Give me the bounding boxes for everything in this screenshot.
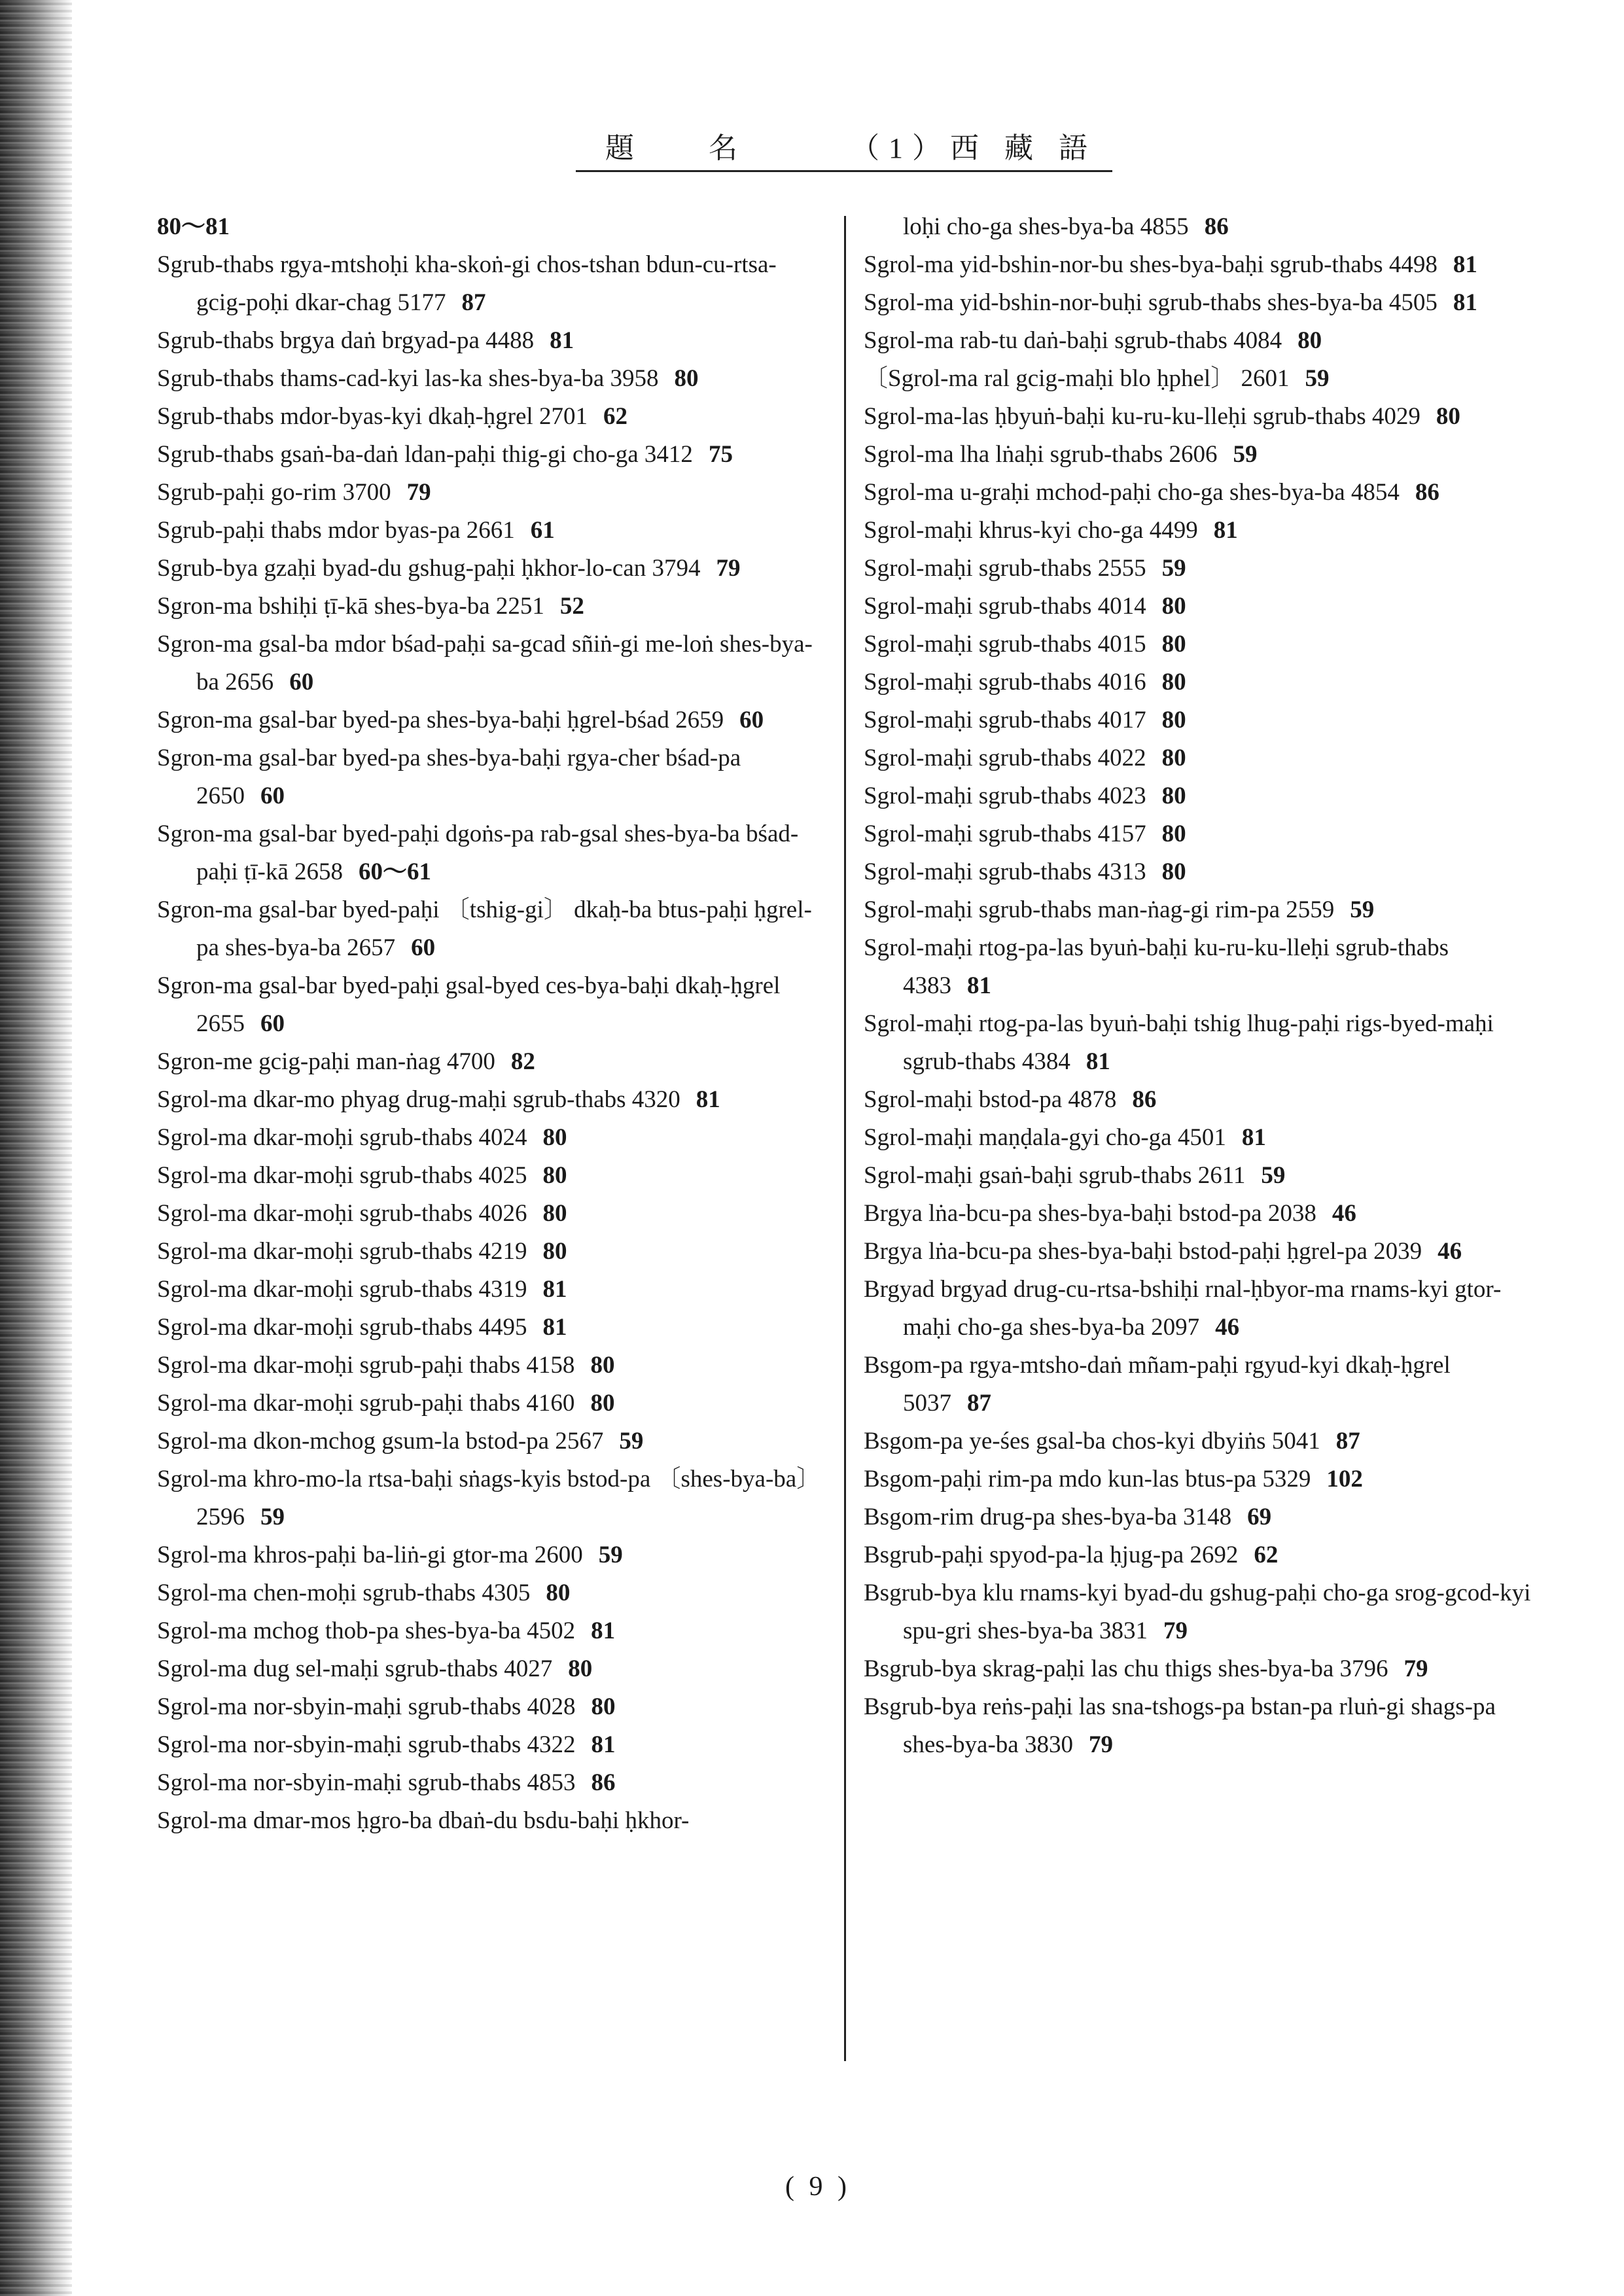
entry-title: Sgrol-maḥi sgrub-thabs 4015 <box>864 631 1146 658</box>
index-entry <box>864 1119 1531 1157</box>
index-entry <box>157 967 824 1043</box>
book-spine-shadow <box>0 0 72 2296</box>
entry-page-ref: 59 <box>1261 1162 1286 1189</box>
entry-title: Sgrol-ma dkar-moḥi sgrub-thabs 4319 <box>157 1276 527 1303</box>
entry-page-ref: 80 <box>590 1352 615 1379</box>
entry-page-ref: 80 <box>674 365 699 392</box>
entry-title: Sgrol-maḥi sgrub-thabs 4022 <box>864 745 1146 771</box>
entry-page-ref: 69 <box>1247 1504 1272 1530</box>
index-entry <box>157 512 824 550</box>
entry-title: Sgron-ma gsal-bar byed-pa shes-bya-baḥi ḥgrel-bśad 2659 <box>157 707 724 733</box>
entry-page-ref: 80 <box>590 1390 615 1417</box>
entry-title: Sgrol-ma dkar-moḥi sgrub-thabs 4025 <box>157 1162 527 1189</box>
index-entry <box>157 360 824 398</box>
index-entry <box>864 1574 1531 1650</box>
index-entry <box>157 208 824 246</box>
entry-title: Brgya lṅa-bcu-pa shes-bya-baḥi bstod-paḥi ḥgrel-pa 2039 <box>864 1238 1422 1265</box>
entry-title: Sgrol-ma dkar-moḥi sgrub-thabs 4219 <box>157 1238 527 1265</box>
index-entry <box>864 853 1531 891</box>
entry-title: Sgrol-maḥi sgrub-thabs 4017 <box>864 707 1146 733</box>
right-column <box>864 208 1531 1764</box>
entry-page-ref: 46 <box>1332 1200 1356 1227</box>
index-entry <box>864 322 1531 360</box>
entry-title: Sgrol-ma dkar-moḥi sgrub-paḥi thabs 4158 <box>157 1352 575 1379</box>
entry-page-ref: 60 <box>260 783 285 809</box>
index-entry <box>864 777 1531 815</box>
index-entry <box>864 1233 1531 1271</box>
entry-page-ref: 59 <box>260 1504 285 1530</box>
entry-page-ref: 79 <box>1403 1655 1428 1682</box>
index-entry <box>864 891 1531 929</box>
entry-title: Sgron-ma gsal-bar byed-paḥi 〔tshig-gi〕 dkaḥ-ba btus-paḥi ḥgrel-pa shes-bya-ba 2657 <box>157 896 812 961</box>
entry-title: loḥi cho-ga shes-bya-ba 4855 <box>903 213 1189 240</box>
entry-page-ref: 87 <box>1335 1428 1360 1455</box>
index-entry <box>864 1005 1531 1081</box>
entry-page-ref: 79 <box>716 555 741 582</box>
index-entry <box>157 815 824 891</box>
index-entry <box>157 1460 824 1536</box>
entry-page-ref: 80 <box>1161 821 1186 847</box>
entry-title: Sgrol-ma rab-tu daṅ-baḥi sgrub-thabs 4084 <box>864 327 1282 354</box>
entry-page-ref: 80 <box>568 1655 593 1682</box>
entry-page-ref: 81 <box>1241 1124 1266 1151</box>
index-entry <box>157 246 824 322</box>
index-entry <box>157 739 824 815</box>
entry-page-ref: 61 <box>530 517 555 544</box>
entry-title: Sgron-ma gsal-bar byed-paḥi dgoṅs-pa rab-gsal shes-bya-ba bśad-paḥi ṭī-kā 2658 <box>157 821 799 885</box>
entry-title: Sgrol-ma khro-mo-la rtsa-baḥi sṅags-kyis bstod-pa 〔shes-bya-ba〕 2596 <box>157 1466 821 1530</box>
entry-page-ref: 80 <box>1161 745 1186 771</box>
index-entry <box>864 208 1531 246</box>
entry-title: Sgrub-paḥi go-rim 3700 <box>157 479 391 506</box>
entry-page-ref: 81 <box>591 1617 616 1644</box>
entry-page-ref: 81 <box>696 1086 720 1113</box>
entry-title: Sgrol-ma dkar-moḥi sgrub-thabs 4026 <box>157 1200 527 1227</box>
entry-page-ref: 46 <box>1438 1238 1462 1265</box>
index-entry <box>864 701 1531 739</box>
index-entry <box>157 436 824 474</box>
header-char-2: 名 <box>709 132 740 164</box>
index-entry <box>157 1688 824 1726</box>
index-entry <box>864 815 1531 853</box>
index-entry <box>864 398 1531 436</box>
index-entry <box>864 474 1531 512</box>
index-entry <box>157 1309 824 1347</box>
index-entry <box>864 1081 1531 1119</box>
entry-page-ref: 59 <box>598 1542 623 1568</box>
entry-title: Sgrol-maḥi sgrub-thabs man-ṅag-gi rim-pa 2559 <box>864 896 1335 923</box>
index-entry <box>157 1726 824 1764</box>
entry-page-ref: 80 <box>1436 403 1460 430</box>
entry-title: Sgron-ma bshiḥi ṭī-kā shes-bya-ba 2251 <box>157 593 544 620</box>
entry-page-ref: 60～61 <box>359 858 432 885</box>
entry-title: Sgrol-maḥi maṇḍala-gyi cho-ga 4501 <box>864 1124 1226 1151</box>
entry-page-ref: 60 <box>411 934 436 961</box>
index-entry <box>864 1347 1531 1422</box>
entry-page-ref: 81 <box>591 1731 616 1758</box>
entry-page-ref: 81 <box>967 972 991 999</box>
header-title-left <box>605 124 812 166</box>
index-entry <box>864 360 1531 398</box>
entry-title: Sgrol-ma lha lṅaḥi sgrub-thabs 2606 <box>864 441 1218 468</box>
entry-title: Sgron-me gcig-paḥi man-ṅag 4700 <box>157 1048 495 1075</box>
entry-title: Sgrub-thabs thams-cad-kyi las-ka shes-bya-ba 3958 <box>157 365 659 392</box>
index-entry <box>157 474 824 512</box>
entry-page-ref: 80 <box>1161 707 1186 733</box>
entry-title: Sgrol-ma dkon-mchog gsum-la bstod-pa 2567 <box>157 1428 604 1455</box>
entry-title: Sgrol-ma dkar-mo phyag drug-maḥi sgrub-thabs 4320 <box>157 1086 680 1113</box>
entry-title: Sgrol-ma u-graḥi mchod-paḥi cho-ga shes-bya-ba 4854 <box>864 479 1400 506</box>
index-entry <box>157 1422 824 1460</box>
entry-title: Bsgom-rim drug-pa shes-bya-ba 3148 <box>864 1504 1232 1530</box>
index-entry <box>864 1195 1531 1233</box>
entry-page-ref: 81 <box>542 1314 567 1341</box>
entry-page-ref: 46 <box>1215 1314 1240 1341</box>
entry-title: Sgron-ma gsal-ba mdor bśad-paḥi sa-gcad sñiṅ-gi me-loṅ shes-bya-ba 2656 <box>157 631 813 696</box>
index-entry <box>157 1347 824 1385</box>
entry-title: Sgrol-ma yid-bshin-nor-bu shes-bya-baḥi sgrub-thabs 4498 <box>864 251 1438 278</box>
index-entry <box>157 1271 824 1309</box>
index-entry <box>864 588 1531 626</box>
entry-page-ref: 80 <box>542 1124 567 1151</box>
entry-title: Sgrol-maḥi rtog-pa-las byuṅ-baḥi tshig lhug-paḥi rigs-byed-maḥi sgrub-thabs 4384 <box>864 1010 1494 1075</box>
entry-title: Sgrol-ma yid-bshin-nor-buḥi sgrub-thabs shes-bya-ba 4505 <box>864 289 1438 316</box>
index-entry <box>864 246 1531 284</box>
entry-title: Bsgom-pa ye-śes gsal-ba chos-kyi dbyiṅs 5041 <box>864 1428 1320 1455</box>
entry-title: Sgrol-maḥi khrus-kyi cho-ga 4499 <box>864 517 1198 544</box>
entry-page-ref: 80 <box>542 1200 567 1227</box>
entry-title: Sgrub-thabs rgya-mtshoḥi kha-skoṅ-gi chos-tshan bdun-cu-rtsa-gcig-poḥi dkar-chag 5177 <box>157 251 777 316</box>
entry-page-ref: 79 <box>1088 1731 1113 1758</box>
entry-page-ref: 80 <box>1161 858 1186 885</box>
index-entry <box>157 1650 824 1688</box>
entry-page-ref: 62 <box>603 403 627 430</box>
entry-page-ref: 87 <box>461 289 486 316</box>
entry-page-ref: 81 <box>1453 251 1477 278</box>
index-entry <box>864 929 1531 1005</box>
entry-title: Sgrub-thabs mdor-byas-kyi dkaḥ-ḥgrel 2701 <box>157 403 588 430</box>
entry-page-ref: 60 <box>739 707 764 733</box>
index-entry <box>864 284 1531 322</box>
entry-page-ref: 86 <box>1132 1086 1157 1113</box>
entry-page-ref: 86 <box>591 1769 616 1796</box>
entry-title: Sgrol-ma dmar-mos ḥgro-ba dbaṅ-du bsdu-baḥi ḥkhor- <box>157 1807 690 1834</box>
entry-title: 〔Sgrol-ma ral gcig-maḥi blo ḥphel〕 2601 <box>864 365 1290 392</box>
entry-title: Sgrol-ma dkar-moḥi sgrub-thabs 4024 <box>157 1124 527 1151</box>
index-entry <box>864 739 1531 777</box>
index-entry <box>864 1157 1531 1195</box>
entry-title: Sgron-ma gsal-bar byed-pa shes-bya-baḥi rgya-cher bśad-pa 2650 <box>157 745 741 809</box>
index-entry <box>157 1119 824 1157</box>
entry-title: Brgyad brgyad drug-cu-rtsa-bshiḥi rnal-ḥbyor-ma rnams-kyi gtor-maḥi cho-ga shes-bya-ba 2097 <box>864 1276 1502 1341</box>
entry-page-ref: 79 <box>406 479 431 506</box>
entry-page-ref: 75 <box>708 441 733 468</box>
entry-page-ref: 80 <box>546 1580 571 1606</box>
entry-title: Sgrub-thabs gsaṅ-ba-daṅ ldan-paḥi thig-gi cho-ga 3412 <box>157 441 693 468</box>
index-entry <box>864 1460 1531 1498</box>
entry-title: Sgron-ma gsal-bar byed-paḥi gsal-byed ces-bya-baḥi dkaḥ-ḥgrel 2655 <box>157 972 781 1037</box>
entry-title: Bsgrub-paḥi spyod-pa-la ḥjug-pa 2692 <box>864 1542 1239 1568</box>
entry-page-ref: 82 <box>510 1048 535 1075</box>
entry-title: Sgrol-ma nor-sbyin-maḥi sgrub-thabs 4853 <box>157 1769 576 1796</box>
index-entry <box>157 398 824 436</box>
index-entry <box>157 322 824 360</box>
index-entry <box>157 1764 824 1802</box>
index-entry <box>157 1157 824 1195</box>
entry-page-ref: 80 <box>542 1238 567 1265</box>
entry-page-ref: 80 <box>1161 593 1186 620</box>
index-entry <box>864 550 1531 588</box>
entry-page-ref: 59 <box>1233 441 1258 468</box>
entry-title: Sgrol-ma khros-paḥi ba-liṅ-gi gtor-ma 2600 <box>157 1542 583 1568</box>
index-entry <box>157 1195 824 1233</box>
entry-title: Sgrol-ma dug sel-maḥi sgrub-thabs 4027 <box>157 1655 553 1682</box>
index-entry <box>864 1422 1531 1460</box>
entry-page-ref: 81 <box>542 1276 567 1303</box>
entry-title: Sgrol-ma nor-sbyin-maḥi sgrub-thabs 4322 <box>157 1731 576 1758</box>
index-entry <box>157 1233 824 1271</box>
entry-page-ref: 86 <box>1204 213 1229 240</box>
entry-page-ref: 62 <box>1254 1542 1279 1568</box>
index-entry <box>864 1271 1531 1347</box>
left-column <box>157 208 824 1840</box>
entry-page-ref: 80 <box>1161 669 1186 696</box>
index-entry <box>864 626 1531 663</box>
entry-title: Sgrol-maḥi bstod-pa 4878 <box>864 1086 1117 1113</box>
header-char-1: 題 <box>605 132 637 164</box>
entry-page-ref: 80 <box>591 1693 616 1720</box>
entry-title: Sgrub-bya gzaḥi byad-du gshug-paḥi ḥkhor-lo-can 3794 <box>157 555 701 582</box>
entry-page-ref: 80 <box>1161 631 1186 658</box>
entry-page-ref: 80 <box>542 1162 567 1189</box>
index-entry <box>157 1574 824 1612</box>
entry-page-ref: 59 <box>1350 896 1375 923</box>
entry-title: Sgrol-maḥi sgrub-thabs 2555 <box>864 555 1146 582</box>
index-entry <box>157 1612 824 1650</box>
index-entry <box>157 891 824 967</box>
entry-title: Sgrol-maḥi sgrub-thabs 4016 <box>864 669 1146 696</box>
entry-title: Sgrol-maḥi sgrub-thabs 4157 <box>864 821 1146 847</box>
index-entry <box>864 1688 1531 1764</box>
entry-title: Sgrol-maḥi sgrub-thabs 4023 <box>864 783 1146 809</box>
index-entry <box>864 663 1531 701</box>
entry-page-ref: 87 <box>967 1390 991 1417</box>
entry-title: Sgrol-ma nor-sbyin-maḥi sgrub-thabs 4028 <box>157 1693 576 1720</box>
entry-title: Sgrol-ma mchog thob-pa shes-bya-ba 4502 <box>157 1617 576 1644</box>
entry-page-ref: 102 <box>1326 1466 1363 1492</box>
entry-page-ref: 60 <box>260 1010 285 1037</box>
index-entry <box>864 1536 1531 1574</box>
index-entry <box>157 1385 824 1422</box>
index-entry <box>157 1802 824 1840</box>
entry-page-ref: 59 <box>619 1428 644 1455</box>
entry-title: Sgrol-ma dkar-moḥi sgrub-paḥi thabs 4160 <box>157 1390 575 1417</box>
entry-title: Sgrol-maḥi sgrub-thabs 4313 <box>864 858 1146 885</box>
page-number: ( 9 ) <box>785 2172 851 2202</box>
entry-title: Brgya lṅa-bcu-pa shes-bya-baḥi bstod-pa 2038 <box>864 1200 1316 1227</box>
index-entry <box>157 1081 824 1119</box>
index-entry <box>157 588 824 626</box>
entry-title: Bsgrub-bya klu rnams-kyi byad-du gshug-paḥi cho-ga srog-gcod-kyi spu-gri shes-bya-ba 3831 <box>864 1580 1531 1644</box>
page-header <box>576 124 1112 172</box>
entry-title: Bsgom-paḥi rim-pa mdo kun-las btus-pa 5329 <box>864 1466 1311 1492</box>
entry-title: Sgrol-maḥi gsaṅ-baḥi sgrub-thabs 2611 <box>864 1162 1246 1189</box>
index-entry <box>157 550 824 588</box>
entry-page-ref: 79 <box>1163 1617 1188 1644</box>
entry-page-ref: 81 <box>550 327 574 354</box>
index-entry <box>157 1536 824 1574</box>
entry-title: Sgrol-ma-las ḥbyuṅ-baḥi ku-ru-ku-lleḥi sgrub-thabs 4029 <box>864 403 1421 430</box>
entry-page-ref: 60 <box>289 669 314 696</box>
entry-page-ref: 80 <box>1297 327 1322 354</box>
entry-title: Bsgrub-bya reṅs-paḥi las sna-tshogs-pa bstan-pa rluṅ-gi shags-pa shes-bya-ba 3830 <box>864 1693 1496 1758</box>
index-entry <box>157 701 824 739</box>
column-divider <box>844 216 846 2061</box>
entry-title: Bsgrub-bya skrag-paḥi las chu thigs shes-bya-ba 3796 <box>864 1655 1388 1682</box>
entry-title: Sgrol-maḥi sgrub-thabs 4014 <box>864 593 1146 620</box>
entry-page-ref: 81 <box>1213 517 1238 544</box>
entry-page-ref: 81 <box>1453 289 1477 316</box>
index-entry <box>864 1650 1531 1688</box>
entry-title: Sgrol-maḥi rtog-pa-las byuṅ-baḥi ku-ru-ku-lleḥi sgrub-thabs 4383 <box>864 934 1449 999</box>
entry-page-ref: 59 <box>1161 555 1186 582</box>
index-entry <box>157 1043 824 1081</box>
entry-title: Sgrub-thabs brgya daṅ brgyad-pa 4488 <box>157 327 535 354</box>
entry-page-ref: 59 <box>1305 365 1330 392</box>
index-entry <box>864 512 1531 550</box>
entry-title: Sgrol-ma chen-moḥi sgrub-thabs 4305 <box>157 1580 531 1606</box>
entry-title: Sgrub-paḥi thabs mdor byas-pa 2661 <box>157 517 515 544</box>
entry-page-ref: 80 <box>1161 783 1186 809</box>
entry-page-ref: 52 <box>559 593 584 620</box>
index-entry <box>157 626 824 701</box>
entry-title: Bsgom-pa rgya-mtsho-daṅ mñam-paḥi rgyud-kyi dkaḥ-ḥgrel 5037 <box>864 1352 1451 1417</box>
header-section-title: （1）西 藏 語 <box>851 132 1097 164</box>
continued-page-ref: 80～81 <box>157 213 230 240</box>
index-entry <box>864 1498 1531 1536</box>
entry-title: Sgrol-ma dkar-moḥi sgrub-thabs 4495 <box>157 1314 527 1341</box>
entry-page-ref: 86 <box>1415 479 1439 506</box>
entry-page-ref: 81 <box>1086 1048 1110 1075</box>
index-entry <box>864 436 1531 474</box>
